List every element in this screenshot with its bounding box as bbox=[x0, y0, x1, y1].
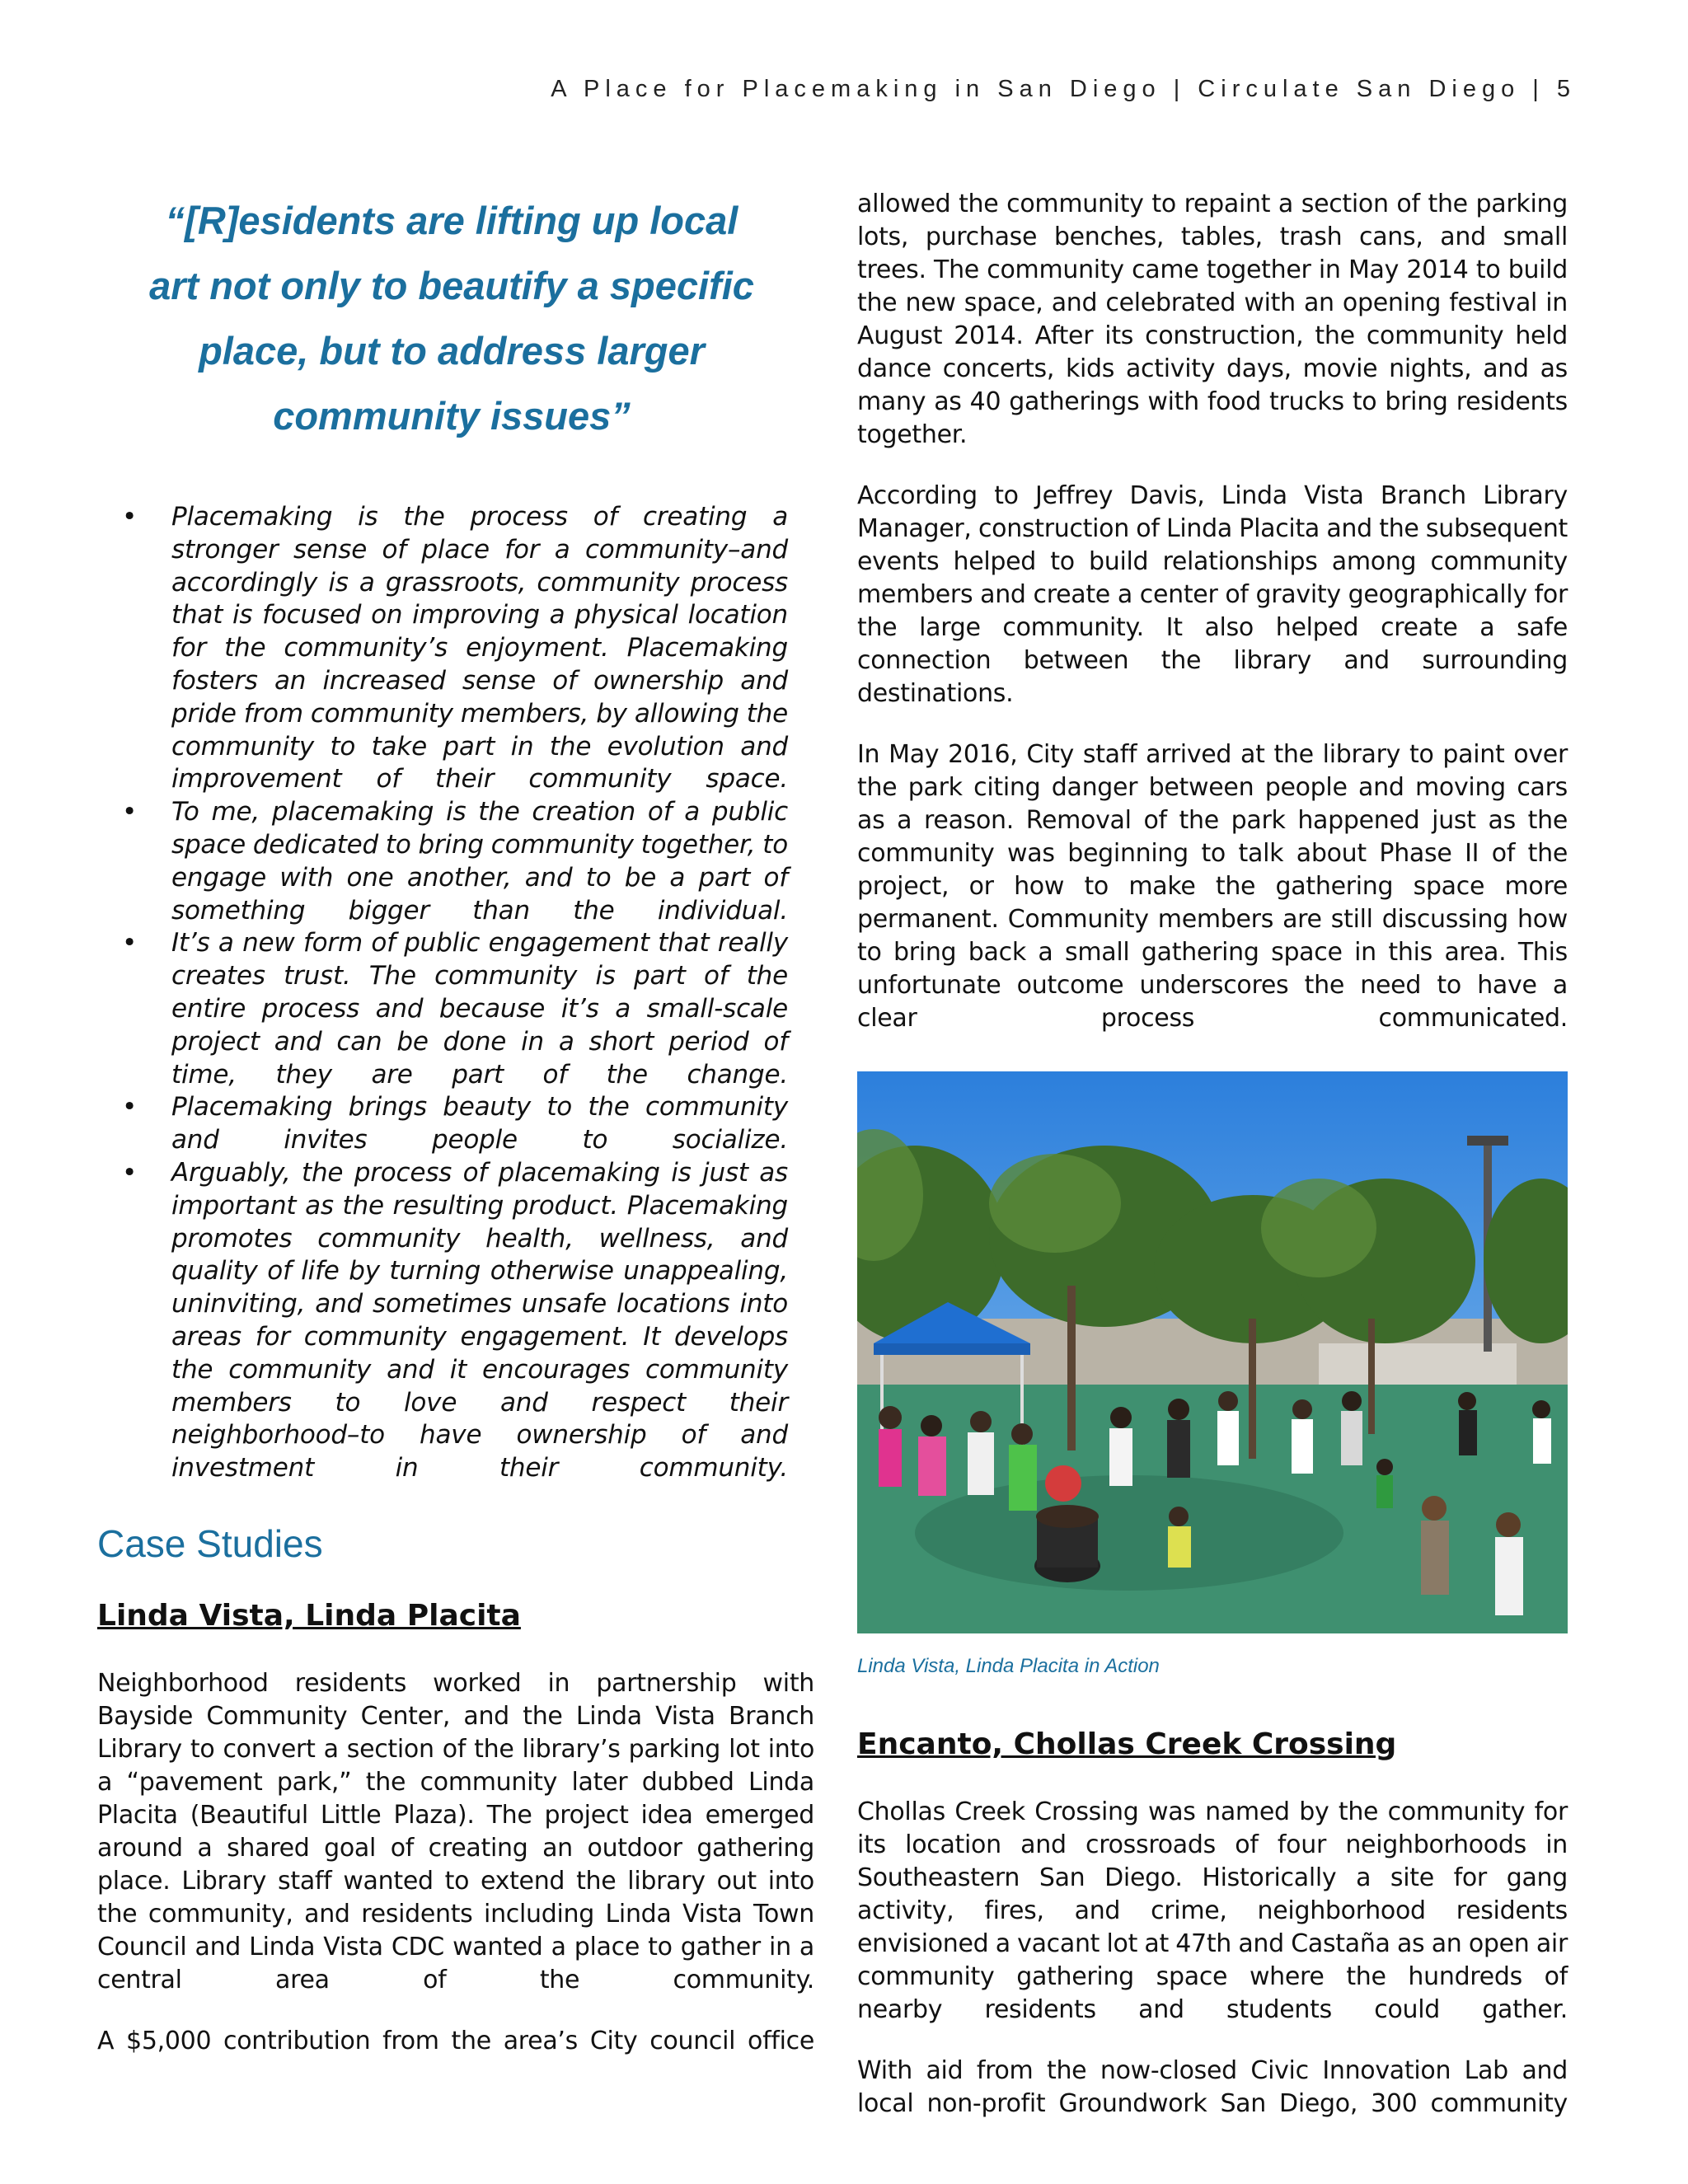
bullet-item bbox=[122, 1091, 788, 1157]
bullet-dot-icon: • bbox=[122, 1092, 138, 1122]
encanto-title: Encanto, Chollas Creek Crossing bbox=[857, 1727, 1397, 1761]
placemaking-bullet-list bbox=[122, 501, 788, 1485]
bullet-item bbox=[122, 501, 788, 796]
right-column bbox=[857, 188, 1568, 2121]
linda-vista-paragraph-2: A $5,000 contribution from the area’s City council office bbox=[97, 2026, 814, 2055]
bullet-item bbox=[122, 1157, 788, 1485]
bullet-text: To me, placemaking is the creation of a public space dedicated to bring community together, to engage with one another, and to be a part of something bigger than the individual. bbox=[171, 797, 788, 926]
bullet-dot-icon: • bbox=[122, 502, 138, 532]
bullet-item bbox=[122, 796, 788, 927]
community-gathering-illustration bbox=[857, 1071, 1568, 1633]
left-column bbox=[97, 188, 814, 2058]
linda-vista-paragraph-4: According to Jeffrey Davis, Linda Vista Branch Library Manager, construction of Linda Placita and the subsequent events helped to build relationships among community members and create a center of gravity geographically for the large community. It also helped create a safe connection between the library and surrounding destinations. bbox=[857, 481, 1568, 708]
pull-quote: “[R]esidents are lifting up local art not only to beautify a specific place, but to address larger community issues” bbox=[149, 199, 754, 438]
linda-vista-paragraph-5: In May 2016, City staff arrived at the library to paint over the park citing danger between people and moving cars as a reason. Removal of the park happened just as the community was beginning to talk about Phase II of the project, or how to make the gathering space more permanent. Community members are still discussing how to bring back a small gathering space in this area. This unfortunate outcome underscores the need to have a clear process communicated. bbox=[857, 740, 1568, 1033]
encanto-paragraph-2: With aid from the now-closed Civic Innovation Lab and local non-profit Groundwork San Diego, 300 community bbox=[857, 2056, 1568, 2118]
bullet-text: Placemaking is the process of creating a stronger sense of place for a community–and accordingly is a grassroots, community process that is focused on improving a physical location for the community’s enjoyment. Placemaking fosters an increased sense of ownership and pride from community members, by allowing the community to take part in the evolution and improvement of their community space. bbox=[171, 502, 788, 794]
bullet-text: Placemaking brings beauty to the community and invites people to socialize. bbox=[171, 1092, 788, 1155]
linda-placita-photo bbox=[857, 1071, 1568, 1633]
case-studies-heading: Case Studies bbox=[97, 1521, 323, 1565]
linda-vista-paragraph-1: Neighborhood residents worked in partnership with Bayside Community Center, and the Linda Vista Branch Library to convert a section of the library’s parking lot into a “pavement park,” the community later dubbed Linda Placita (Beautiful Little Plaza). The project idea emerged around a shared goal of creating an outdoor gathering place. Library staff wanted to extend the library out into the community, and residents including Linda Vista Town Council and Linda Vista CDC wanted a place to gather in a central area of the community. bbox=[97, 1668, 814, 1994]
linda-vista-paragraph-3: allowed the community to repaint a section of the parking lots, purchase benches, tables, trash cans, and small trees. The community came together in May 2014 to build the new space, and celebrated with an opening festival in August 2014. After its construction, the community held dance concerts, kids activity days, movie nights, and as many as 40 gatherings with food trucks to bring residents together. bbox=[857, 190, 1568, 449]
bullet-dot-icon: • bbox=[122, 1157, 138, 1188]
bullet-text: Arguably, the process of placemaking is just as important as the resulting product. Placemaking promotes community health, wellness, and quality of life by turning otherwise unappealing, uninviting, and sometimes unsafe locations into areas for community engagement. It develops the community and it encourages community members to love and respect their neighborhood–to have ownership of and investment in their community. bbox=[171, 1157, 788, 1483]
bullet-text: It’s a new form of public engagement that really creates trust. The community is part of the entire process and because it’s a small-scale project and can be done in a short period of time, they are part of the change. bbox=[171, 928, 788, 1090]
photo-caption: Linda Vista, Linda Placita in Action bbox=[857, 1655, 1160, 1677]
linda-vista-title: Linda Vista, Linda Placita bbox=[97, 1598, 521, 1633]
bullet-dot-icon: • bbox=[122, 928, 138, 958]
bullet-dot-icon: • bbox=[122, 797, 138, 827]
encanto-paragraph-1: Chollas Creek Crossing was named by the community for its location and crossroads of four neighborhoods in Southeastern San Diego. Historically a site for gang activity, fires, and crime, neighborhood residents envisioned a vacant lot at 47th and Castaña as an open air community gathering space where the hundreds of nearby residents and students could gather. bbox=[857, 1797, 1568, 2024]
bullet-item bbox=[122, 927, 788, 1091]
running-header: A Place for Placemaking in San Diego | Circulate San Diego | 5 bbox=[551, 76, 1576, 102]
